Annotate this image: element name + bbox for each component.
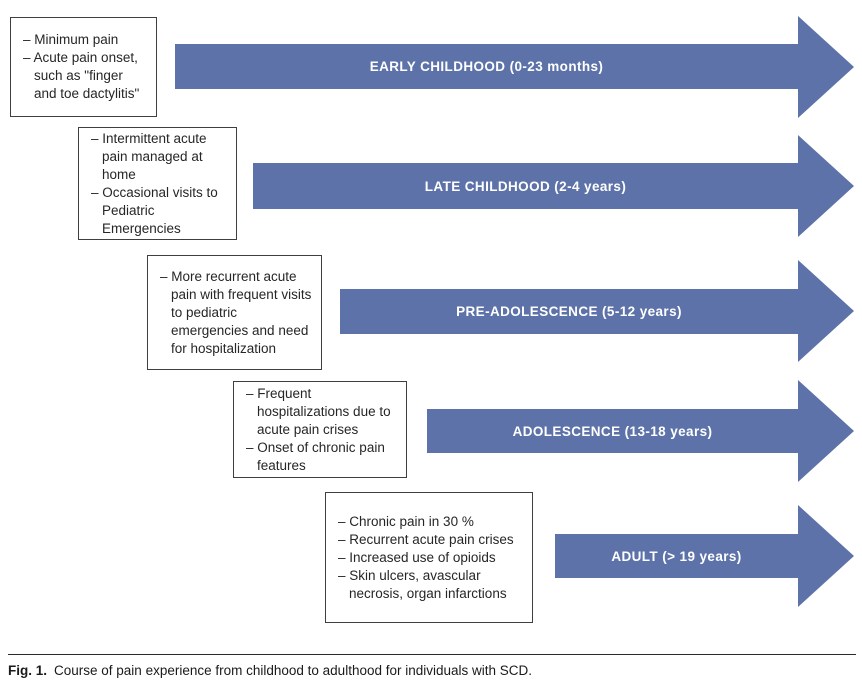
box-item: – Chronic pain in 30 % xyxy=(338,513,474,529)
stage-arrow-label: ADOLESCENCE (13-18 years) xyxy=(512,423,713,439)
box-item: – Acute pain onset, such as "finger and toe dactylitis" xyxy=(23,50,140,101)
stage-arrow-label: EARLY CHILDHOOD (0-23 months) xyxy=(369,59,604,74)
stage-arrow-late-childhood xyxy=(253,163,798,209)
annotation-box-adult xyxy=(325,492,533,623)
annotation-box-late-childhood xyxy=(78,127,237,240)
stage-arrow-label: ADULT (> 19 years) xyxy=(611,548,742,564)
box-item: – Skin ulcers, avascular necrosis, organ infarctions xyxy=(338,567,507,601)
annotation-box-early-childhood xyxy=(10,17,157,117)
arrow-head-icon xyxy=(798,135,854,237)
arrow-head-icon xyxy=(798,16,854,118)
box-item: – Frequent hospitalizations due to acute pain crises xyxy=(246,385,391,437)
arrow-head-icon xyxy=(798,505,854,607)
arrow-head-icon xyxy=(798,380,854,482)
box-item: – Recurrent acute pain crises xyxy=(338,531,514,547)
box-item: – Occasional visits to Pediatric Emergencies xyxy=(91,184,218,236)
box-item: – Onset of chronic pain features xyxy=(246,439,385,473)
arrow-head-icon xyxy=(798,260,854,362)
box-item: – Increased use of opioids xyxy=(338,549,496,565)
stage-arrow-pre-adolescence xyxy=(340,289,798,334)
figure-caption-label: Fig. 1. xyxy=(8,663,48,678)
stage-arrow-adult xyxy=(555,534,798,578)
stage-arrow-label: PRE-ADOLESCENCE (5-12 years) xyxy=(456,304,682,319)
stage-arrow-adolescence xyxy=(427,409,798,453)
box-item: – Intermittent acute pain managed at home xyxy=(91,130,207,182)
box-item: – Minimum pain xyxy=(23,32,119,47)
stage-arrow-label: LATE CHILDHOOD (2-4 years) xyxy=(424,178,627,194)
figure-caption-text: Course of pain experience from childhood to adulthood for individuals with SCD. xyxy=(54,663,533,678)
annotation-box-adolescence xyxy=(233,381,407,478)
figure-caption xyxy=(8,662,854,680)
stage-arrow-early-childhood xyxy=(175,44,798,89)
box-item: – More recurrent acute pain with frequent visits to pediatric emergencies and need for hospitalization xyxy=(160,268,312,356)
annotation-box-pre-adolescence xyxy=(147,255,322,370)
caption-divider xyxy=(8,654,856,655)
